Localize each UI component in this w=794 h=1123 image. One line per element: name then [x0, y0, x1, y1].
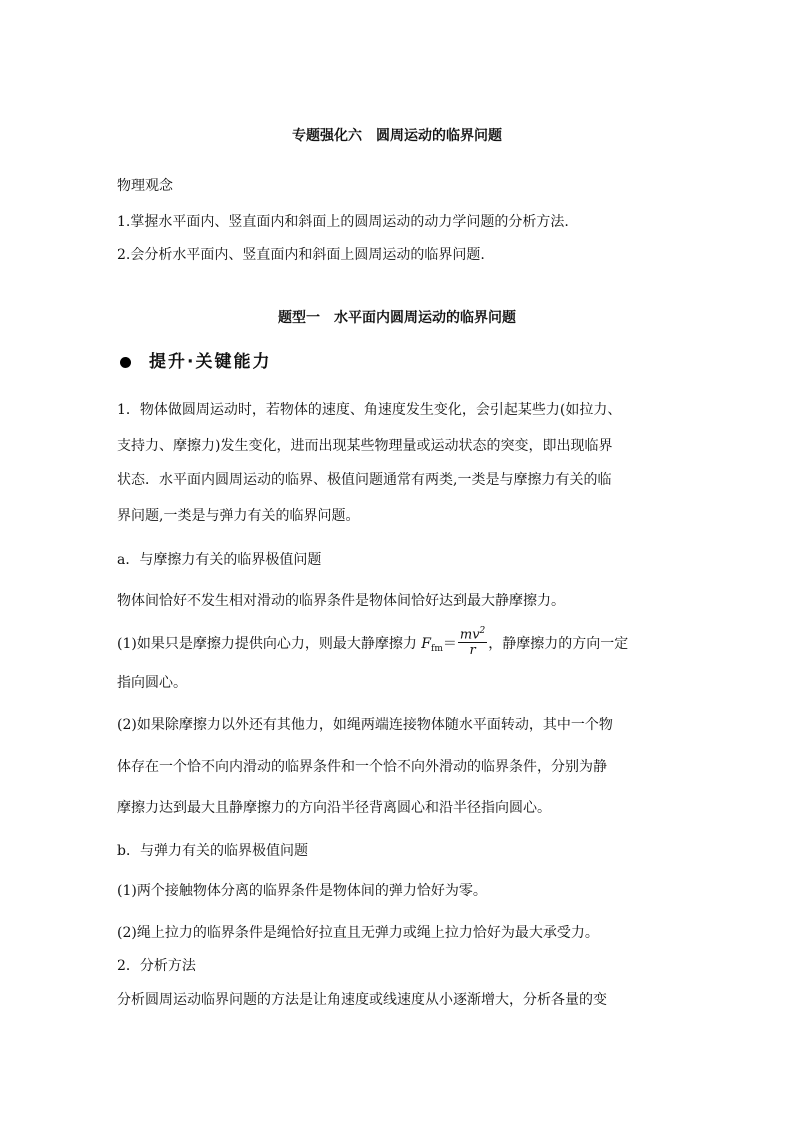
fraction-denominator: r: [469, 643, 476, 659]
page-title: 专题强化六 圆周运动的临界问题: [292, 128, 502, 144]
a2-line-3: 摩擦力达到最大且静摩擦力的方向沿半径背离圆心和沿半径指向圆心。: [117, 800, 551, 816]
paragraph-1-line-4: 界问题,一类是与弹力有关的临界问题。: [117, 508, 360, 524]
a1-text-before: (1)如果只是摩擦力提供向心力，则最大静摩擦力: [117, 636, 422, 653]
paragraph-1-line-1: 1．物体做圆周运动时，若物体的速度、角速度发生变化，会引起某些力(如拉力、: [117, 402, 622, 418]
bullet-icon: [120, 357, 131, 368]
a1-line-2: 指向圆心。: [117, 675, 187, 691]
a1-text-after: ，静摩擦力的方向一定: [488, 636, 629, 653]
heading-b: b．与弹力有关的临界极值问题: [117, 843, 308, 859]
b2: (2)绳上拉力的临界条件是绳恰好拉直且无弹力或绳上拉力恰好为最大承受力。: [117, 925, 599, 941]
numerator-text: mv: [459, 627, 480, 643]
subsection-heading: [120, 352, 271, 372]
a2-line-1: (2)如果除摩擦力以外还有其他力，如绳两端连接物体随水平面转动，其中一个物: [117, 717, 613, 733]
subsection-title: 提升·关键能力: [149, 352, 272, 372]
a2-line-2: 体存在一个恰不向内滑动的临界条件和一个恰不向外滑动的临界条件，分别为静: [117, 759, 607, 775]
paragraph-1-line-3: 状态．水平面内圆周运动的临界、极值问题通常有两类,一类是与摩擦力有关的临: [117, 472, 612, 488]
numerator-exponent: 2: [479, 626, 486, 636]
equals-sign: ＝: [442, 636, 457, 653]
section-title: 题型一 水平面内圆周运动的临界问题: [278, 310, 516, 326]
concept-heading: 物理观念: [117, 178, 173, 194]
paragraph-1-line-2: 支持力、摩擦力)发生变化，进而出现某些物理量或运动状态的突变，即出现临界: [117, 438, 613, 454]
force-symbol: F: [421, 636, 431, 653]
b1: (1)两个接触物体分离的临界条件是物体间的弹力恰好为零。: [117, 883, 487, 899]
a-intro: 物体间恰好不发生相对滑动的临界条件是物体间恰好达到最大静摩擦力。: [117, 593, 565, 609]
force-subscript: fm: [431, 644, 443, 655]
fraction-numerator: [458, 624, 487, 643]
heading-2: 2．分析方法: [117, 958, 196, 974]
paragraph-2-line-1: 分析圆周运动临界问题的方法是让角速度或线速度从小逐渐增大，分析各量的变: [117, 992, 607, 1008]
objective-1: 1.掌握水平面内、竖直面内和斜面上的圆周运动的动力学问题的分析方法.: [117, 214, 569, 230]
objective-2: 2.会分析水平面内、竖直面内和斜面上圆周运动的临界问题.: [117, 247, 485, 263]
a1-line-1: [117, 627, 628, 664]
fraction: [458, 624, 487, 658]
heading-a: a．与摩擦力有关的临界极值问题: [117, 552, 322, 568]
